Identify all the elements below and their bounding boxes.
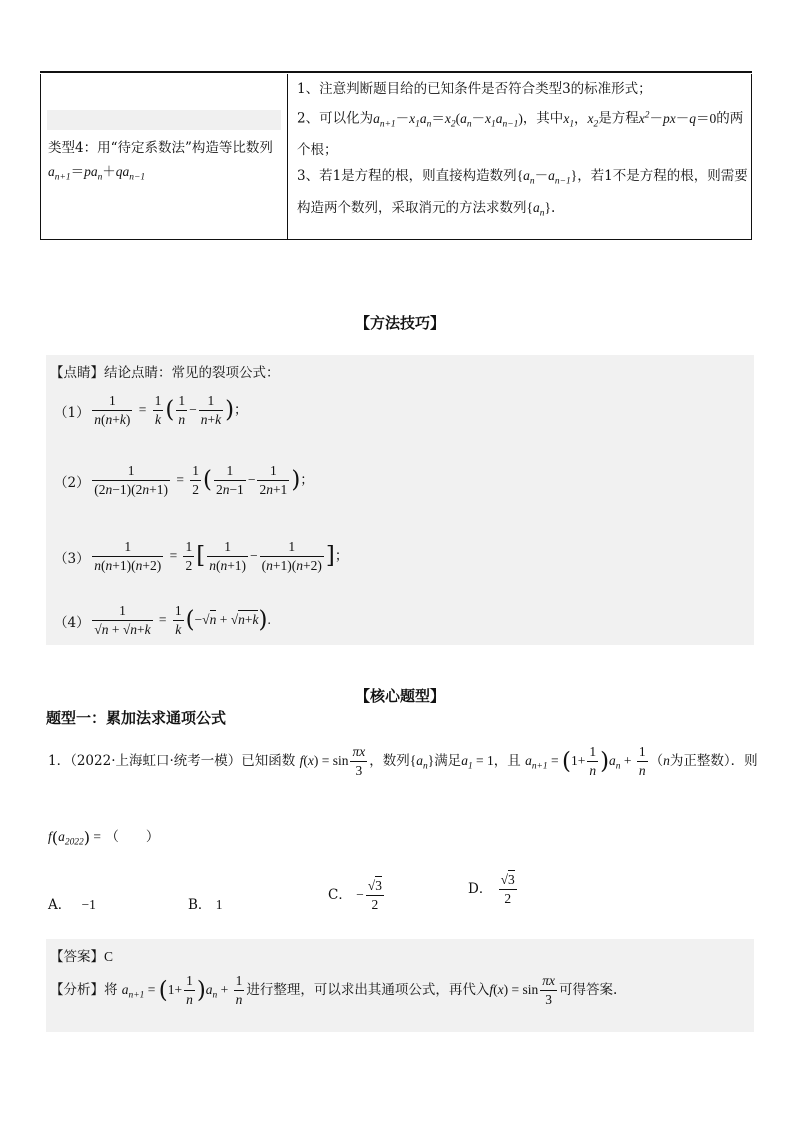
option-b-value: 1 xyxy=(215,897,223,912)
target-expression: $f(a_{2022})$ = xyxy=(48,828,102,849)
option-c-value: − $\frac{√3}{2}$ xyxy=(356,878,382,913)
note-2-d: 的两个根； xyxy=(297,110,744,159)
tips-box xyxy=(46,355,754,645)
option-c-key: C． xyxy=(328,886,352,903)
analysis-function: f(x) = sin $\frac{\pi x}{3}$ xyxy=(489,973,556,1008)
option-d-key: D． xyxy=(468,880,493,897)
problem-1 xyxy=(48,744,758,848)
formula-3-label: （3） xyxy=(54,550,90,567)
note-3 xyxy=(297,163,749,226)
note-3-seq1: $\{a_n-a_{n-1}\}$ xyxy=(516,168,578,187)
answer-line xyxy=(50,945,113,965)
table-left-cell xyxy=(41,74,288,239)
problem-line-1: 1．（2022·上海虹口·统考一模）已知函数 f(x) = sin $\frac{\pi x}{3}$ ，数列$\{a_n\}$满足$a_1 = 1$，且 $a_{n+1} = (1+$ $\frac{1}{n}$ )$a_n$ + $\frac{1}{n}$ （n为正整数）．则 xyxy=(48,744,758,779)
note-3-seq2: $\{a_n\}$ xyxy=(526,199,551,219)
tips-header: 【点睛】结论点睛：常见的裂项公式： xyxy=(50,365,280,381)
formula-4-label: （4） xyxy=(54,614,90,631)
formula-3: （3） $\frac{1}{n(n+1)(n+2)}$ = $\frac{1}{2}$ [ $\frac{1}{n(n+1)}$ − $\frac{1}{(n+1)(n+2)}$ ]； xyxy=(54,539,349,574)
analysis-line xyxy=(50,973,617,1008)
method-title: 【方法技巧】 xyxy=(354,314,445,332)
problem-line-2 xyxy=(48,825,758,848)
answer-box xyxy=(46,939,754,1032)
analysis-b: 进行整理，可以求出其通项公式，再代入 xyxy=(246,981,490,998)
problem-text-e: （ xyxy=(649,752,664,769)
function-def: f(x) = sin $\frac{\pi x}{3}$ xyxy=(299,744,366,779)
note-2 xyxy=(297,102,749,163)
type4-title xyxy=(48,138,278,188)
answer-label: 【答案】 xyxy=(50,949,104,965)
problem-source: （2022·上海虹口·统考一模） xyxy=(70,752,242,769)
analysis-c: 可得答案. xyxy=(559,981,618,998)
formula-2: （2） $\frac{1}{(2n-1)(2n+1)}$ = $\frac{1}{2}$ ( $\frac{1}{2n-1}$ − $\frac{1}{2n+1}$ )； xyxy=(54,463,314,498)
option-a[interactable] xyxy=(48,893,96,913)
problem-text-f: 为正整数）．则 xyxy=(669,752,758,769)
table-right-cell xyxy=(297,76,749,227)
cell-shade xyxy=(47,110,281,130)
type4-title-text: 类型4：用“待定系数法”构造等比数列 xyxy=(48,140,273,156)
analysis-recurrence: $a_{n+1} = (1+$ $\frac{1}{n}$ )$a_n$ + $\frac{1}{n}$ xyxy=(121,973,243,1008)
problem-number: 1． xyxy=(48,752,71,769)
formula-1-label: （1） xyxy=(54,404,90,421)
type4-formula: $a_{n+1}=pa_n+qa_{n-1}$ xyxy=(48,164,146,183)
core-title: 【核心题型】 xyxy=(354,687,445,705)
summary-table xyxy=(40,74,752,240)
formula-2-label: （2） xyxy=(54,474,90,491)
formula-1: （1） $\frac{1}{n(n+k)}$ = $\frac{1}{k}$ ( $\frac{1}{n}$ − $\frac{1}{n+k}$ )； xyxy=(54,393,248,428)
note-2-a: 2、可以化为 xyxy=(297,110,374,127)
initial-condition: $a_1 = 1$ xyxy=(461,752,494,772)
note-2-b: ，其中 xyxy=(522,110,564,127)
sequence-an: $\{a_n\}$ xyxy=(409,752,435,772)
note-2-c: 是方程 xyxy=(598,110,639,127)
option-b-key: B． xyxy=(188,897,212,913)
option-c[interactable] xyxy=(328,878,386,913)
note-3-b: ，若1不是方程的根，则需要构造两个数列，采取消元的方法求数列 xyxy=(297,168,748,216)
option-a-value: −1 xyxy=(81,897,96,912)
formula-4: （4） $\frac{1}{√n + √n+k}$ = $\frac{1}{k}$ (−√n + √n+k). xyxy=(54,603,271,638)
table-top-rule xyxy=(40,71,752,73)
problem-text-b: ，数列 xyxy=(369,752,410,769)
option-b[interactable] xyxy=(188,893,222,913)
option-d[interactable] xyxy=(468,872,519,907)
option-a-key: A． xyxy=(48,897,72,913)
analysis-label: 【分析】 xyxy=(50,981,104,998)
answer-value: C xyxy=(104,949,114,964)
question-type-title: 题型一：累加法求通项公式 xyxy=(46,709,227,727)
analysis-a: 将 xyxy=(104,981,118,998)
note-3-c: . xyxy=(550,199,556,216)
problem-paren: （ ） xyxy=(105,829,160,846)
problem-text-d: ，且 xyxy=(493,752,521,769)
recurrence: $a_{n+1} = (1+$ $\frac{1}{n}$ )$a_n$ + $\frac{1}{n}$ xyxy=(525,744,646,779)
note-2-roots: $x_1$，$x_2$ xyxy=(563,110,599,130)
note-1: 1、注意判断题目给的已知条件是否符合类型3的标准形式； xyxy=(297,81,652,97)
note-2-equation: $x^2-px-q=0$ xyxy=(638,110,717,126)
note-2-formula: $a_{n+1}-x_1a_n=x_2(a_n-x_1a_{n-1})$ xyxy=(373,110,523,130)
problem-text-a: 已知函数 xyxy=(241,752,296,769)
option-d-value: $\frac{√3}{2}$ xyxy=(500,872,515,907)
note-3-a: 3、若1是方程的根，则直接构造数列 xyxy=(297,168,517,185)
problem-text-c: 满足 xyxy=(434,752,462,769)
